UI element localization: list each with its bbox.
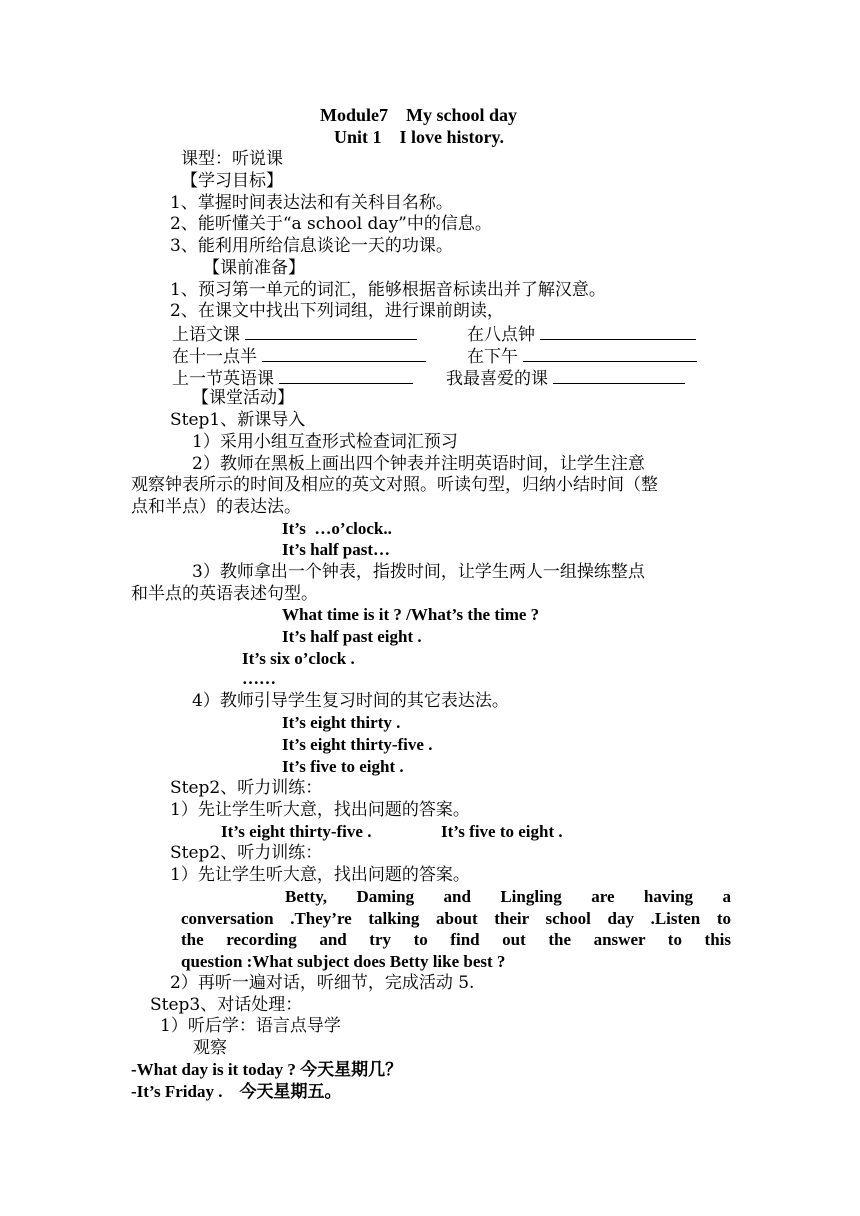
goal-item: 3、能利用所给信息谈论一天的功课。 bbox=[170, 236, 453, 256]
observe-label: 观察 bbox=[193, 1038, 227, 1058]
example-sentence: It’s eight thirty . bbox=[282, 713, 401, 732]
passage-line: question :What subject does Betty like best ? bbox=[181, 952, 506, 971]
step1-item: 2）教师在黑板上画出四个钟表并注明英语时间，让学生注意 bbox=[192, 454, 645, 474]
answer-blank bbox=[553, 366, 685, 384]
step1-title: Step1、新课导入 bbox=[170, 410, 306, 430]
phrase-label: 我最喜爱的课 bbox=[446, 369, 548, 389]
phrase-item bbox=[467, 322, 696, 346]
dialogue-line: -It’s Friday . 今天星期五。 bbox=[131, 1082, 342, 1101]
prep-item: 2、在课文中找出下列词组，进行课前朗读， bbox=[170, 301, 504, 321]
activities-heading: 【课堂活动】 bbox=[192, 388, 294, 408]
phrase-label: 在十一点半 bbox=[172, 347, 257, 367]
answer-blank bbox=[245, 322, 417, 340]
step2-item: 1）先让学生听大意，找出问题的答案。 bbox=[170, 865, 470, 885]
step3-title: Step3、对话处理： bbox=[150, 995, 303, 1015]
step1-item-cont: 点和半点）的表达法。 bbox=[131, 497, 301, 517]
step2-item: 1）先让学生听大意，找出问题的答案。 bbox=[170, 800, 470, 820]
lesson-type: 课型：听说课 bbox=[181, 149, 283, 169]
example-sentence: It’s eight thirty-five . bbox=[282, 735, 433, 754]
example-sentence: It’s five to eight . bbox=[282, 757, 404, 776]
answer-option: It’s five to eight . bbox=[441, 822, 563, 841]
answer-blank bbox=[540, 322, 696, 340]
step1-item-cont: 观察钟表所示的时间及相应的英文对照。听读句型，归纳小结时间（整 bbox=[131, 475, 658, 495]
dialogue-line: -What day is it today ? 今天星期几？ bbox=[131, 1060, 403, 1079]
phrase-item bbox=[446, 366, 685, 390]
unit-title: Unit 1 I love history. bbox=[334, 127, 505, 147]
answer-blank bbox=[262, 344, 426, 362]
phrase-item bbox=[467, 344, 697, 368]
answer-option: It’s eight thirty-five . bbox=[221, 822, 372, 841]
goals-heading: 【学习目标】 bbox=[181, 171, 283, 191]
goal-item: 1、掌握时间表达法和有关科目名称。 bbox=[170, 193, 453, 213]
ellipsis: …… bbox=[242, 669, 276, 688]
example-sentence: What time is it ? /What’s the time ? bbox=[282, 605, 540, 624]
example-sentence: It’s half past… bbox=[282, 540, 390, 559]
module-title: Module7 My school day bbox=[320, 105, 518, 125]
goal-item: 2、能听懂关于“a school day”中的信息。 bbox=[170, 214, 492, 234]
passage-line: conversation .They’re talking about their school day .Listen to bbox=[181, 909, 731, 928]
prep-item: 1、预习第一单元的词汇，能够根据音标读出并了解汉意。 bbox=[170, 280, 606, 300]
phrase-item bbox=[172, 322, 417, 346]
phrase-label: 上语文课 bbox=[172, 325, 240, 345]
phrase-item bbox=[172, 344, 426, 368]
answer-blank bbox=[523, 344, 697, 362]
step1-item: 3）教师拿出一个钟表，指拨时间，让学生两人一组操练整点 bbox=[192, 562, 645, 582]
step1-item: 4）教师引导学生复习时间的其它表达法。 bbox=[192, 691, 509, 711]
example-sentence: It’s six o’clock . bbox=[242, 649, 355, 668]
phrase-label: 在八点钟 bbox=[467, 325, 535, 345]
step1-item: 1）采用小组互查形式检查词汇预习 bbox=[192, 432, 458, 452]
prep-heading: 【课前准备】 bbox=[203, 258, 305, 278]
step2-title: Step2、听力训练： bbox=[170, 778, 323, 798]
step2-item: 2）再听一遍对话，听细节，完成活动 5. bbox=[170, 973, 475, 993]
step3-item: 1）听后学：语言点导学 bbox=[160, 1016, 341, 1036]
step2-title: Step2、听力训练： bbox=[170, 843, 323, 863]
phrase-label: 上一节英语课 bbox=[172, 369, 274, 389]
passage-line: Betty, Daming and Lingling are having a bbox=[285, 887, 731, 906]
example-sentence: It’s half past eight . bbox=[282, 627, 422, 646]
passage-line: the recording and try to find out the answer to this bbox=[181, 930, 731, 949]
phrase-label: 在下午 bbox=[467, 347, 518, 367]
step1-item-cont: 和半点的英语表述句型。 bbox=[131, 584, 318, 604]
example-sentence: It’s …o’clock.. bbox=[282, 519, 392, 538]
answer-blank bbox=[279, 366, 413, 384]
